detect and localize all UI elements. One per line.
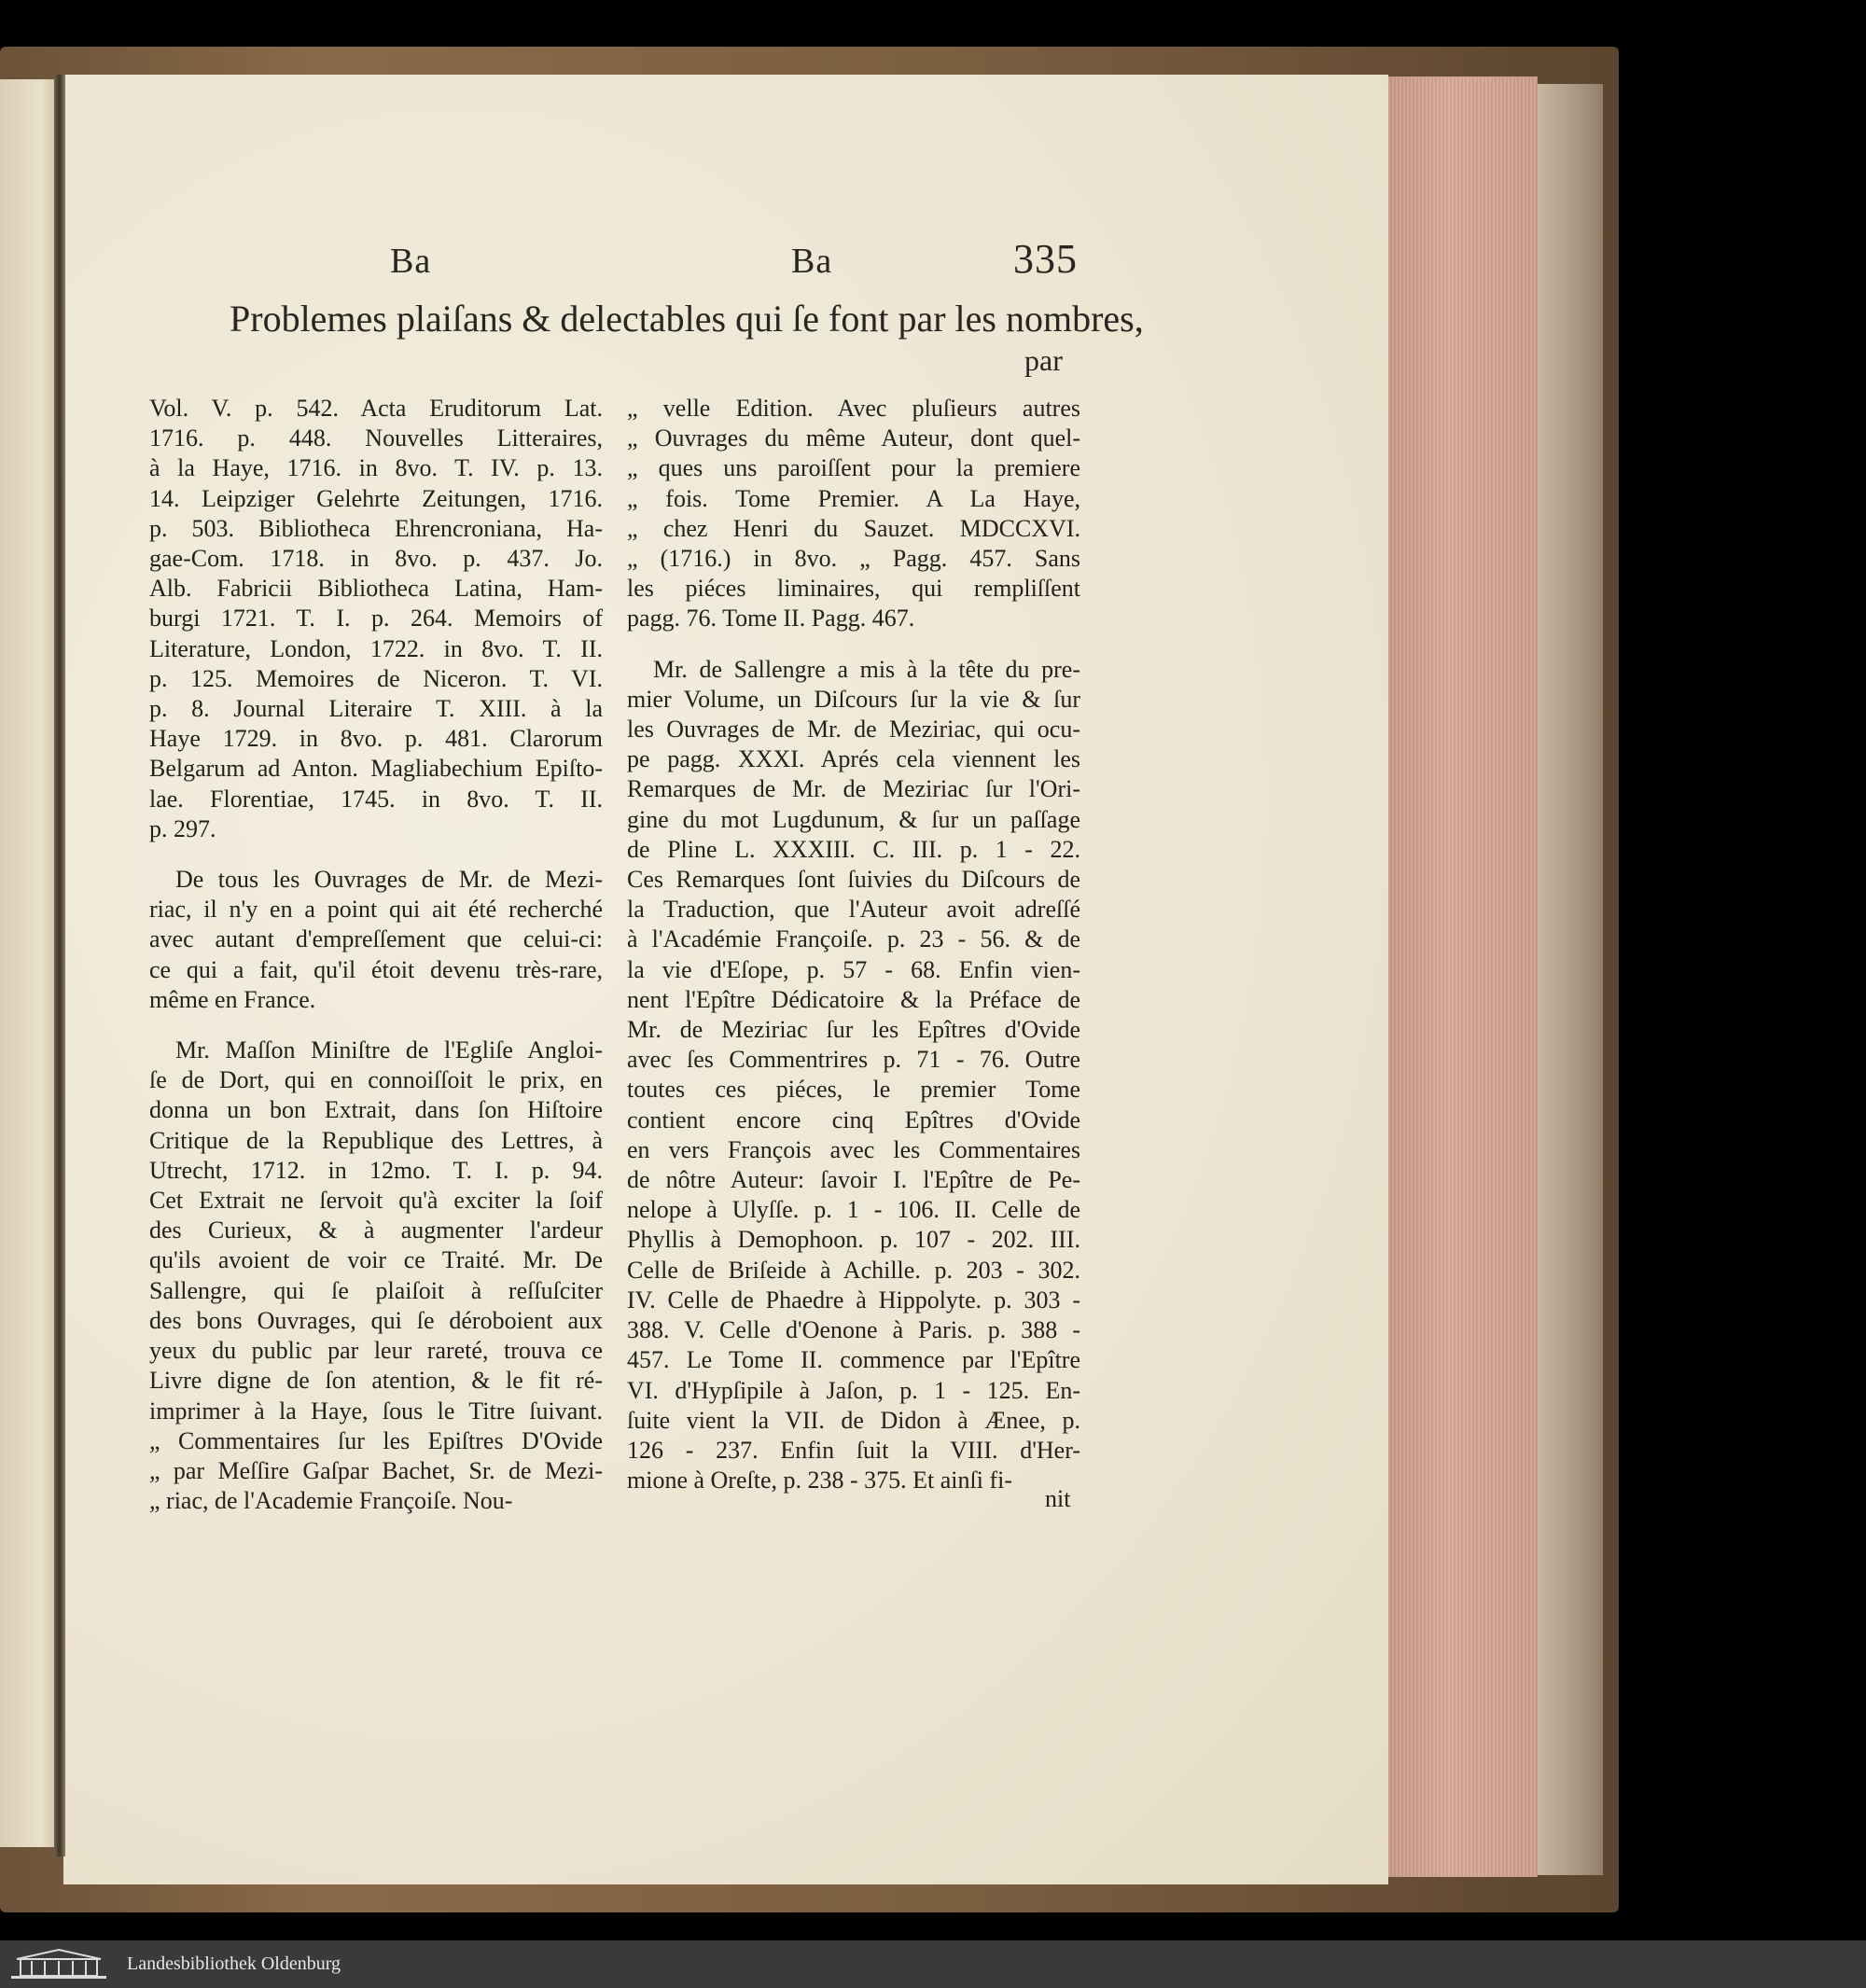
text-line: Critique de la Republique des Lettres, à xyxy=(149,1126,603,1154)
text-line: „ Ouvrages du même Auteur, dont quel- xyxy=(627,424,1080,452)
text-line: à la Haye, 1716. in 8vo. T. IV. p. 13. xyxy=(149,454,603,482)
text-line: mione à Oreſte, p. 238 - 375. Et ainſi fi- xyxy=(627,1467,1013,1494)
text-line: gine du mot Lugdunum, & ſur un paſſage xyxy=(627,805,1080,833)
text-line: Cet Extrait ne ſervoit qu'à exciter la ſoif xyxy=(149,1187,603,1215)
paragraph-gap xyxy=(149,1015,603,1036)
paragraph xyxy=(149,1036,603,1516)
text-line: avec ſes Commentrires p. 71 - 76. Outre xyxy=(627,1046,1080,1074)
text-line: p. 503. Bibliotheca Ehrencroniana, Ha- xyxy=(149,514,603,542)
text-line: Utrecht, 1712. in 12mo. T. I. p. 94. xyxy=(149,1156,603,1184)
catchword-top: par xyxy=(1024,343,1063,377)
paragraph xyxy=(627,655,1080,1496)
library-footer-bar xyxy=(0,1940,1866,1988)
text-line: de nôtre Auteur: ſavoir I. l'Epître de Pe- xyxy=(627,1166,1080,1194)
text-line: Remarques de Mr. de Meziriac ſur l'Ori- xyxy=(627,775,1080,803)
text-line: riac, il n'y en a point qui ait été recherché xyxy=(149,896,603,924)
text-line: des Curieux, & à augmenter l'ardeur xyxy=(149,1216,603,1244)
text-line: Mr. de Sallengre a mis à la tête du pre- xyxy=(653,655,1080,683)
text-line: „ riac, de l'Academie Françoiſe. Nou- xyxy=(149,1487,513,1515)
gutter xyxy=(54,75,65,1856)
text-line: „ par Meſſire Gaſpar Bachet, Sr. de Mezi- xyxy=(149,1456,603,1484)
paragraph-gap xyxy=(627,634,1080,655)
running-head-center: Ba xyxy=(791,242,833,281)
catchword-bottom: nit xyxy=(1045,1485,1071,1512)
text-line: même en France. xyxy=(149,985,316,1013)
text-line: la vie d'Eſope, p. 57 - 68. Enfin vien- xyxy=(627,955,1080,983)
text-line: la Traduction, que l'Auteur avoit adreſſé xyxy=(627,896,1080,924)
text-line: les piéces liminaires, qui rempliſſent xyxy=(627,575,1080,603)
text-line: pagg. 76. Tome II. Pagg. 467. xyxy=(627,605,915,633)
text-line: à l'Académie Françoiſe. p. 23 - 56. & de xyxy=(627,925,1080,953)
text-line: 1716. p. 448. Nouvelles Litteraires, xyxy=(149,424,603,452)
text-line: Phyllis à Demophoon. p. 107 - 202. III. xyxy=(627,1226,1080,1254)
text-line: ce qui a fait, qu'il étoit devenu très-rare, xyxy=(149,955,603,983)
library-name: Landesbibliothek Oldenburg xyxy=(127,1953,341,1974)
text-line: 14. Leipziger Gelehrte Zeitungen, 1716. xyxy=(149,484,603,512)
text-line: Vol. V. p. 542. Acta Eruditorum Lat. xyxy=(149,395,603,422)
text-line: Celle de Briſeide à Achille. p. 203 - 302. xyxy=(627,1256,1080,1284)
text-line: „ Commentaires ſur les Epiſtres D'Ovide xyxy=(149,1426,603,1454)
text-line: mier Volume, un Diſcours ſur la vie & ſur xyxy=(627,685,1080,713)
text-line: p. 125. Memoires de Niceron. T. VI. xyxy=(149,664,603,692)
text-line: Alb. Fabricii Bibliotheca Latina, Ham- xyxy=(149,575,603,603)
text-line: 457. Le Tome II. commence par l'Epître xyxy=(627,1346,1080,1374)
text-line: De tous les Ouvrages de Mr. de Mezi- xyxy=(175,866,603,894)
right-text-column xyxy=(627,394,1080,1495)
library-building-logo-icon xyxy=(7,1948,110,1981)
text-line: 388. V. Celle d'Oenone à Paris. p. 388 - xyxy=(627,1316,1080,1344)
text-line: avec autant d'empreſſement que celui-ci: xyxy=(149,925,603,953)
text-line: „ (1716.) in 8vo. „ Pagg. 457. Sans xyxy=(627,545,1080,573)
paragraph-gap xyxy=(149,844,603,865)
text-line: ſe de Dort, qui en connoiſſoit le prix, en xyxy=(149,1066,603,1094)
text-line: „ fois. Tome Premier. A La Haye, xyxy=(627,484,1080,512)
text-line: Mr. de Meziriac ſur les Epîtres d'Ovide xyxy=(627,1016,1080,1044)
text-line: IV. Celle de Phaedre à Hippolyte. p. 303 - xyxy=(627,1286,1080,1314)
paragraph xyxy=(627,394,1080,634)
paragraph xyxy=(149,865,603,1015)
text-line: donna un bon Extrait, dans ſon Hiſtoire xyxy=(149,1096,603,1124)
text-line: lae. Florentiae, 1745. in 8vo. T. II. xyxy=(149,785,603,813)
text-line: gae-Com. 1718. in 8vo. p. 437. Jo. xyxy=(149,545,603,573)
text-line: Literature, London, 1722. in 8vo. T. II. xyxy=(149,634,603,662)
text-line: burgi 1721. T. I. p. 264. Memoirs of xyxy=(149,605,603,633)
text-line: VI. d'Hypſipile à Jaſon, p. 1 - 125. En- xyxy=(627,1376,1080,1404)
text-line: nent l'Epître Dédicatoire & la Préface de xyxy=(627,985,1080,1013)
paragraph xyxy=(149,394,603,844)
text-line: imprimer à la Haye, ſous le Titre ſuivant. xyxy=(149,1397,603,1425)
text-line: p. 8. Journal Literaire T. XIII. à la xyxy=(149,695,603,723)
previous-page-sliver xyxy=(0,79,58,1847)
board-edge xyxy=(1538,84,1603,1875)
left-text-column xyxy=(149,394,603,1516)
text-line: „ velle Edition. Avec pluſieurs autres xyxy=(627,395,1080,422)
text-line: Sallengre, qui ſe plaiſoit à reſſuſciter xyxy=(149,1276,603,1304)
text-line: p. 297. xyxy=(149,814,216,842)
title-line: Problemes plaiſans & delectables qui ſe font par les nombres, xyxy=(230,298,1144,340)
page-edges xyxy=(1388,76,1538,1877)
text-line: ſuite vient la VII. de Didon à Ænee, p. xyxy=(627,1406,1080,1434)
text-line: 126 - 237. Enfin ſuit la VIII. d'Her- xyxy=(627,1436,1080,1464)
text-line: qu'ils avoient de voir ce Traité. Mr. De xyxy=(149,1246,603,1274)
text-line: Belgarum ad Anton. Magliabechium Epiſto- xyxy=(149,755,603,783)
text-line: yeux du public par leur rareté, trouva ce xyxy=(149,1337,603,1365)
text-line: „ chez Henri du Sauzet. MDCCXVI. xyxy=(627,514,1080,542)
text-line: Ces Remarques ſont ſuivies du Diſcours de xyxy=(627,866,1080,894)
text-line: les Ouvrages de Mr. de Meziriac, qui ocu- xyxy=(627,716,1080,744)
text-line: Haye 1729. in 8vo. p. 481. Clarorum xyxy=(149,725,603,753)
text-line: des bons Ouvrages, qui ſe déroboient aux xyxy=(149,1306,603,1334)
text-line: nelope à Ulyſſe. p. 1 - 106. II. Celle de xyxy=(627,1196,1080,1224)
text-line: en vers François avec les Commentaires xyxy=(627,1135,1080,1163)
running-head-left: Ba xyxy=(390,242,432,281)
text-line: Livre digne de ſon atention, & le fit ré- xyxy=(149,1367,603,1395)
text-line: pe pagg. XXXI. Aprés cela viennent les xyxy=(627,745,1080,773)
text-line: contient encore cinq Epîtres d'Ovide xyxy=(627,1105,1080,1133)
text-line: „ ques uns paroiſſent pour la premiere xyxy=(627,454,1080,482)
page-number: 335 xyxy=(1013,236,1078,282)
text-line: Mr. Maſſon Miniſtre de l'Egliſe Angloi- xyxy=(175,1036,603,1064)
text-line: de Pline L. XXXIII. C. III. p. 1 - 22. xyxy=(627,835,1080,863)
text-line: toutes ces piéces, le premier Tome xyxy=(627,1076,1080,1104)
